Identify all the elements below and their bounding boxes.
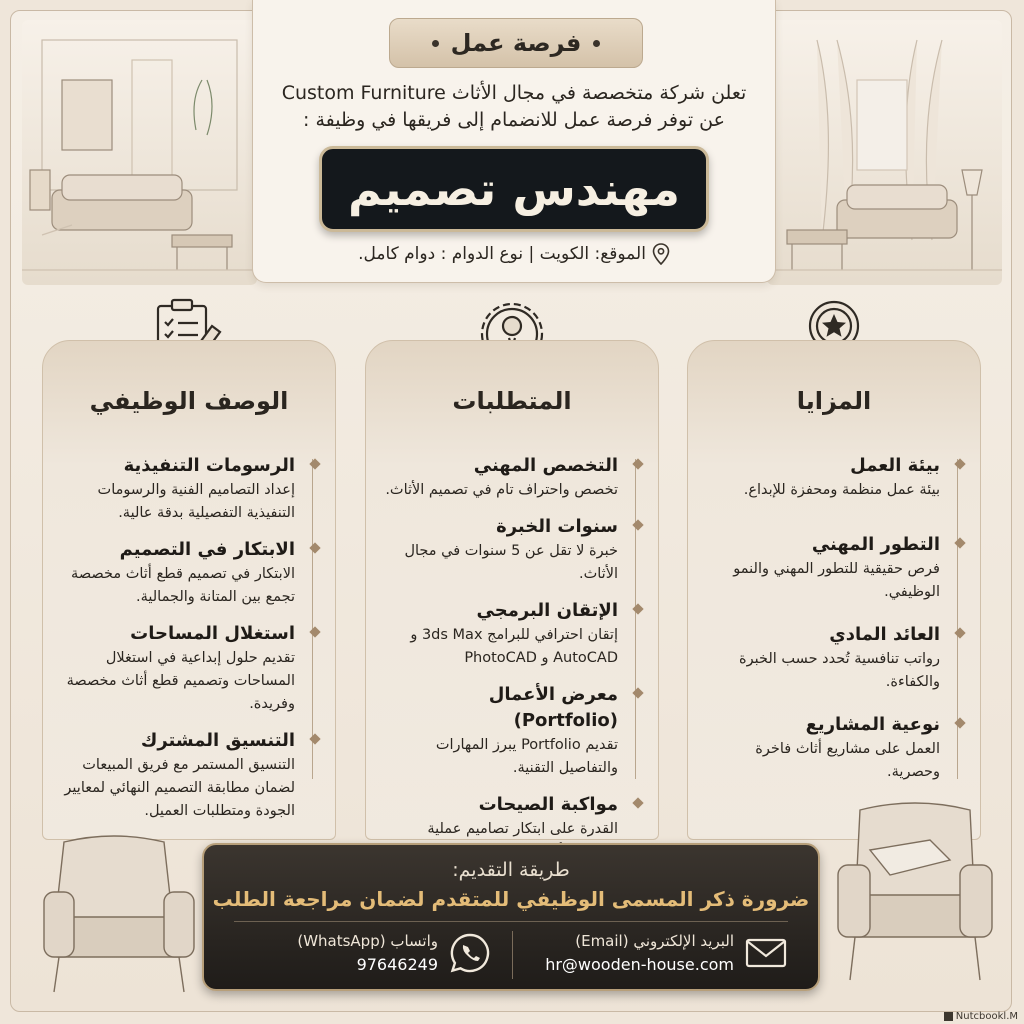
requirements-column: [365, 340, 659, 840]
item-text: تقديم حلول إبداعية في استغلال المساحات وتصميم قطع أثاث مخصصة وفريدة.: [66, 650, 295, 712]
list-item: [702, 453, 962, 502]
apply-title: طريقة التقديم:: [452, 859, 570, 881]
item-title: التطور المهني: [811, 534, 940, 555]
job-description-column: [42, 340, 336, 840]
list-item: [57, 537, 317, 609]
list-item: [57, 728, 317, 823]
apply-note: ضرورة ذكر المسمى الوظيفي للمتقدم لضمان مراجعة الطلب: [212, 887, 810, 911]
list-item: [702, 712, 962, 784]
whatsapp-number[interactable]: 97646249: [356, 955, 438, 974]
living-room-illustration-right: [767, 20, 1002, 285]
benefits-title: المزايا: [796, 387, 872, 415]
email-address[interactable]: hr@wooden-house.com: [545, 955, 734, 974]
bullet-dot-icon: [432, 40, 439, 47]
badge-label: فرصة عمل: [450, 29, 582, 57]
item-text: القدرة على ابتكار تصاميم عملية: [427, 821, 618, 837]
item-text: فرص حقيقية للتطور المهني والنمو الوظيفي.: [733, 561, 940, 600]
whatsapp-contact[interactable]: [297, 929, 492, 977]
item-text: تخصص واحتراف تام في تصميم الأثاث.: [385, 482, 618, 498]
how-to-apply-box: [202, 843, 820, 991]
living-room-illustration-left: [22, 20, 257, 285]
requirements-list: [380, 453, 640, 876]
item-title: مواكبة الصيحات: [478, 794, 618, 815]
job-description-title: الوصف الوظيفي: [89, 387, 289, 415]
job-title: مهندس تصميم: [348, 162, 680, 216]
list-item: [380, 514, 640, 586]
requirements-title: المتطلبات: [452, 387, 572, 415]
item-text: العمل على مشاريع أثاث فاخرة وحصرية.: [755, 741, 940, 780]
item-text: بيئة عمل منظمة ومحفزة للإبداع.: [743, 482, 940, 498]
email-label: البريد الإلكتروني (Email): [575, 932, 734, 950]
item-text: خبرة لا تقل عن 5 سنوات في مجال الأثاث.: [404, 543, 618, 582]
intro-line-1: تعلن شركة متخصصة في مجال الأثاث Custom Furniture: [281, 82, 747, 104]
armchair-illustration-left: [34, 822, 204, 1002]
whatsapp-icon: [448, 931, 492, 975]
list-item: [702, 532, 962, 604]
item-text: الابتكار في تصميم قطع أثاث مخصصة تجمع بين المتانة والجمالية.: [71, 566, 295, 605]
envelope-icon: [744, 931, 788, 975]
divider: [512, 931, 513, 979]
item-title: الإتقان البرمجي: [476, 600, 618, 621]
location-text: الموقع: الكويت | نوع الدوام : دوام كامل.: [358, 244, 646, 264]
divider: [234, 921, 788, 922]
whatsapp-label: واتساب (WhatsApp): [297, 932, 438, 950]
item-text: إتقان احترافي للبرامج 3ds Max و AutoCAD و PhotoCAD: [410, 627, 618, 666]
job-title-box: [319, 146, 709, 232]
list-item: [380, 453, 640, 502]
benefits-column: [687, 340, 981, 840]
item-title: بيئة العمل: [850, 455, 940, 476]
bullet-dot-icon: [593, 40, 600, 47]
item-title: الرسومات التنفيذية: [123, 455, 295, 476]
list-item: [57, 621, 317, 716]
email-contact[interactable]: [545, 929, 788, 977]
watermark: [944, 1011, 1018, 1022]
list-item: [380, 682, 640, 780]
item-text: إعداد التصاميم الفنية والرسومات التنفيذية التفصيلية بدقة عالية.: [97, 482, 295, 521]
armchair-illustration-right: [830, 790, 1000, 990]
watermark-logo-icon: [944, 1012, 953, 1021]
list-item: [380, 598, 640, 670]
item-text: تقديم Portfolio يبرز المهارات والتفاصيل التقنية.: [435, 737, 618, 776]
item-title: الابتكار في التصميم: [119, 539, 295, 560]
list-item: [702, 622, 962, 694]
item-title: التخصص المهني: [473, 455, 618, 476]
intro-text: [263, 80, 765, 134]
item-title: معرض الأعمال (Portfolio): [488, 684, 618, 731]
location-pin-icon: [652, 243, 670, 265]
job-description-list: [57, 453, 317, 835]
item-title: سنوات الخبرة: [496, 516, 618, 537]
list-item: [57, 453, 317, 525]
item-title: استغلال المساحات: [130, 623, 295, 644]
intro-line-2: عن توفر فرصة عمل للانضمام إلى فريقها في وظيفة :: [303, 109, 725, 131]
item-text: رواتب تنافسية تُحدد حسب الخبرة والكفاءة.: [739, 651, 940, 690]
item-title: العائد المادي: [829, 624, 940, 645]
item-text: التنسيق المستمر مع فريق المبيعات لضمان مطابقة التصميم النهائي لمعايير الجودة ومتطلبات العميل.: [64, 757, 295, 819]
job-opportunity-badge: [389, 18, 643, 68]
item-title: نوعية المشاريع: [805, 714, 940, 735]
watermark-text: Nutcbookl.M: [955, 1011, 1018, 1022]
benefits-list: [702, 453, 962, 796]
job-header-card: [252, 0, 776, 283]
item-title: التنسيق المشترك: [140, 730, 295, 751]
location-line: [253, 243, 775, 265]
